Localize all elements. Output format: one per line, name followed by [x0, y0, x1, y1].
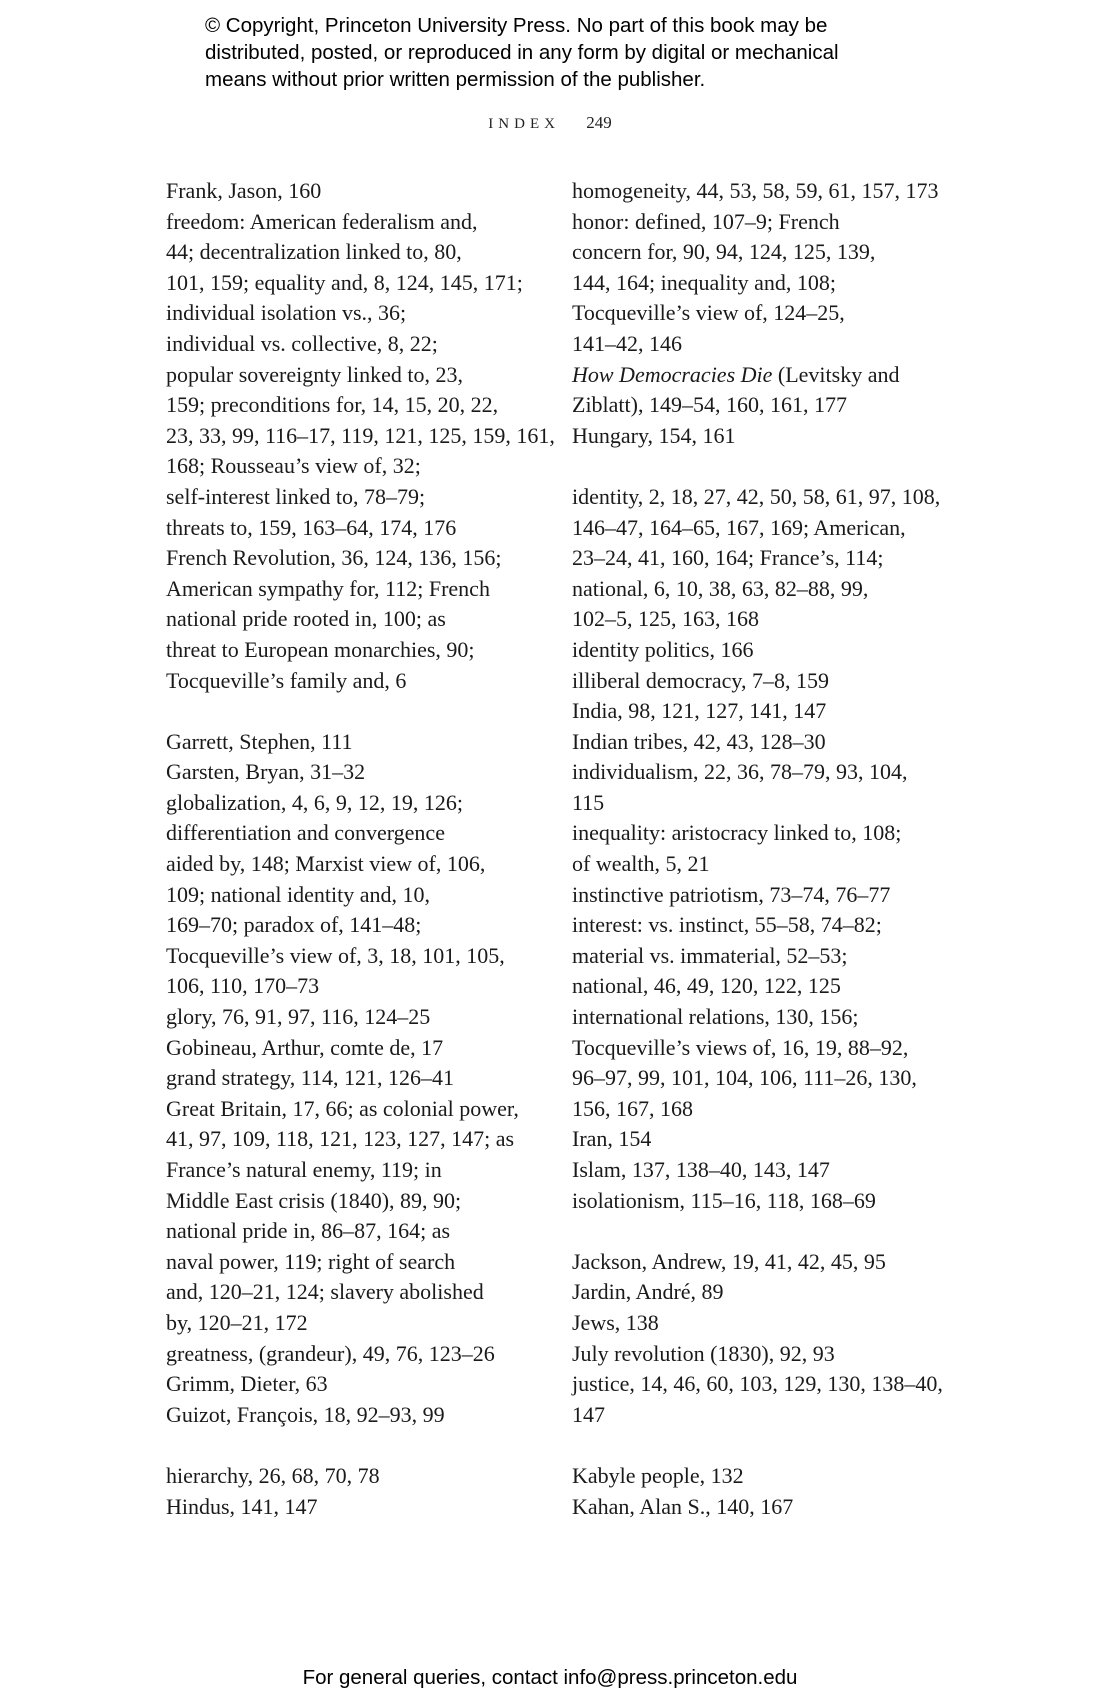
- letter-group-gap: [572, 1430, 982, 1461]
- index-entry-line: Garsten, Bryan, 31–32: [166, 759, 366, 785]
- index-entry-line: Grimm, Dieter, 63: [166, 1371, 328, 1397]
- index-entry: [166, 1339, 566, 1370]
- index-entry-line: naval power, 119; right of search: [166, 1248, 456, 1274]
- copyright-line: means without prior written permission of the publisher.: [205, 68, 706, 91]
- book-title: How Democracies Die: [572, 361, 773, 387]
- index-entry-line: instinctive patriotism, 73–74, 76–77: [572, 881, 891, 907]
- index-entry-line: Iran, 154: [572, 1126, 652, 1152]
- index-entry: [572, 207, 982, 360]
- index-entry-line: freedom: American federalism and,: [166, 208, 478, 234]
- index-entry-line: interest: vs. instinct, 55–58, 74–82;: [572, 912, 882, 938]
- index-entry-line: American sympathy for, 112; French: [166, 575, 490, 601]
- index-entry-line: aided by, 148; Marxist view of, 106,: [166, 851, 486, 877]
- index-entry: [572, 818, 982, 879]
- index-entry-line: 156, 167, 168: [572, 1095, 693, 1121]
- index-entry-line: justice, 14, 46, 60, 103, 129, 130, 138–40,: [572, 1371, 943, 1397]
- index-entry-line: Jews, 138: [572, 1309, 659, 1335]
- index-entry-line: threat to European monarchies, 90;: [166, 636, 475, 662]
- index-entry: [166, 1400, 566, 1431]
- index-entry-line: international relations, 130, 156;: [572, 1004, 859, 1030]
- index-entry: [572, 1186, 982, 1217]
- index-entry: [166, 1002, 566, 1033]
- index-entry-line: national, 6, 10, 38, 63, 82–88, 99,: [572, 575, 869, 601]
- index-entry: [572, 696, 982, 727]
- index-entry-line: Jardin, André, 89: [572, 1279, 724, 1305]
- index-entry-line: 109; national identity and, 10,: [166, 881, 430, 907]
- index-column-left: [166, 176, 566, 1522]
- running-head-label: INDEX: [488, 116, 560, 132]
- index-entry: [572, 360, 982, 421]
- index-entry-line: 169–70; paradox of, 141–48;: [166, 912, 422, 938]
- index-entry: [166, 727, 566, 758]
- index-entry-line: 41, 97, 109, 118, 121, 123, 127, 147; as: [166, 1126, 515, 1152]
- index-entry-line: Hindus, 141, 147: [166, 1493, 318, 1519]
- index-entry: [166, 788, 566, 1002]
- index-entry: [166, 176, 566, 207]
- index-entry-line: self-interest linked to, 78–79;: [166, 483, 426, 509]
- index-entry: [572, 1277, 982, 1308]
- index-entry: [572, 421, 982, 452]
- index-entry-line: 44; decentralization linked to, 80,: [166, 239, 462, 265]
- index-entry-line: How Democracies Die (Levitsky and: [572, 361, 900, 387]
- index-entry-line: identity, 2, 18, 27, 42, 50, 58, 61, 97, 108,: [572, 483, 941, 509]
- index-entry: [166, 1033, 566, 1064]
- index-entry: [166, 757, 566, 788]
- index-entry: [572, 1492, 982, 1523]
- index-entry-line: 144, 164; inequality and, 108;: [572, 269, 836, 295]
- index-entry-line: India, 98, 121, 127, 141, 147: [572, 698, 827, 724]
- index-entry: [572, 1369, 982, 1430]
- copyright-line: distributed, posted, or reproduced in any form by digital or mechanical: [205, 41, 839, 64]
- page-number: 249: [586, 113, 612, 132]
- index-entry-line: Hungary, 154, 161: [572, 422, 736, 448]
- index-entry-line: Tocqueville’s family and, 6: [166, 667, 407, 693]
- copyright-line: © Copyright, Princeton University Press. No part of this book may be: [205, 14, 828, 37]
- index-entry: [166, 1094, 566, 1339]
- index-entry-line: Kabyle people, 132: [572, 1462, 744, 1488]
- index-entry-line: by, 120–21, 172: [166, 1309, 308, 1335]
- index-entry-line: differentiation and convergence: [166, 820, 445, 846]
- index-entry-line: popular sovereignty linked to, 23,: [166, 361, 463, 387]
- letter-group-gap: [572, 1216, 982, 1247]
- index-entry: [572, 1124, 982, 1155]
- index-entry-line: threats to, 159, 163–64, 174, 176: [166, 514, 457, 540]
- index-entry-line: 168; Rousseau’s view of, 32;: [166, 453, 421, 479]
- index-entry: [166, 207, 566, 544]
- index-entry-line: Ziblatt), 149–54, 160, 161, 177: [572, 392, 847, 418]
- index-entry-line: 147: [572, 1401, 605, 1427]
- index-entry: [572, 482, 982, 635]
- index-entry-line: Frank, Jason, 160: [166, 178, 322, 203]
- index-entry: [572, 176, 982, 207]
- index-entry-line: national pride in, 86–87, 164; as: [166, 1218, 451, 1244]
- index-entry: [572, 635, 982, 666]
- index-entry-line: globalization, 4, 6, 9, 12, 19, 126;: [166, 789, 463, 815]
- index-entry-line: individual isolation vs., 36;: [166, 300, 407, 326]
- index-entry: [572, 1308, 982, 1339]
- index-entry-line: material vs. immaterial, 52–53;: [572, 942, 848, 968]
- index-entry: [572, 757, 982, 818]
- index-entry-line: and, 120–21, 124; slavery abolished: [166, 1279, 484, 1305]
- index-entry-line: Tocqueville’s views of, 16, 19, 88–92,: [572, 1034, 909, 1060]
- index-entry: [572, 1002, 982, 1124]
- index-entry-line: Indian tribes, 42, 43, 128–30: [572, 728, 826, 754]
- index-entry-line: 23–24, 41, 160, 164; France’s, 114;: [572, 545, 884, 571]
- index-entry-line: Tocqueville’s view of, 3, 18, 101, 105,: [166, 942, 505, 968]
- index-entry-line: Garrett, Stephen, 111: [166, 728, 353, 754]
- index-column-right: [572, 176, 982, 1522]
- index-entry: [572, 727, 982, 758]
- letter-group-gap: [166, 1430, 566, 1461]
- index-entry-line: 96–97, 99, 101, 104, 106, 111–26, 130,: [572, 1065, 917, 1091]
- index-entry-line: identity politics, 166: [572, 636, 754, 662]
- index-entry: [572, 910, 982, 1002]
- index-entry-line: France’s natural enemy, 119; in: [166, 1157, 442, 1182]
- footer-contact: For general queries, contact info@press.princeton.edu: [302, 1666, 798, 1689]
- index-entry-line: 102–5, 125, 163, 168: [572, 606, 759, 632]
- index-entry: [166, 1492, 566, 1523]
- index-entry-line: of wealth, 5, 21: [572, 851, 710, 877]
- index-entry-line: individual vs. collective, 8, 22;: [166, 330, 438, 356]
- index-entry-line: 23, 33, 99, 116–17, 119, 121, 125, 159, 161,: [166, 422, 555, 448]
- index-entry-line: concern for, 90, 94, 124, 125, 139,: [572, 239, 876, 265]
- index-entry-line: 146–47, 164–65, 167, 169; American,: [572, 514, 906, 540]
- index-entry-line: isolationism, 115–16, 118, 168–69: [572, 1187, 876, 1213]
- index-entry: [572, 1247, 982, 1278]
- index-entry-line: individualism, 22, 36, 78–79, 93, 104,: [572, 759, 908, 785]
- index-entry-line: Great Britain, 17, 66; as colonial power,: [166, 1095, 519, 1121]
- index-entry-line: hierarchy, 26, 68, 70, 78: [166, 1462, 380, 1488]
- copyright-notice: [205, 12, 965, 93]
- index-entry-line: Gobineau, Arthur, comte de, 17: [166, 1034, 444, 1060]
- index-entry: [166, 1063, 566, 1094]
- index-entry: [572, 1461, 982, 1492]
- index-entry-line: grand strategy, 114, 121, 126–41: [166, 1065, 454, 1091]
- index-entry-line: national, 46, 49, 120, 122, 125: [572, 973, 841, 999]
- index-entry: [166, 1369, 566, 1400]
- index-entry-line: 101, 159; equality and, 8, 124, 145, 171;: [166, 269, 523, 295]
- index-entry-line: Middle East crisis (1840), 89, 90;: [166, 1187, 462, 1213]
- index-entry-line: Guizot, François, 18, 92–93, 99: [166, 1401, 445, 1427]
- index-entry: [572, 880, 982, 911]
- index-entry-line: greatness, (grandeur), 49, 76, 123–26: [166, 1340, 495, 1366]
- index-entry-line: national pride rooted in, 100; as: [166, 606, 446, 632]
- index-entry: [166, 1461, 566, 1492]
- index-entry-line: inequality: aristocracy linked to, 108;: [572, 820, 902, 846]
- index-entry-line: 106, 110, 170–73: [166, 973, 320, 999]
- index-entry-line: 159; preconditions for, 14, 15, 20, 22,: [166, 392, 499, 418]
- index-entry-line: illiberal democracy, 7–8, 159: [572, 667, 829, 693]
- index-entry-line: Kahan, Alan S., 140, 167: [572, 1493, 794, 1519]
- index-entry-line: glory, 76, 91, 97, 116, 124–25: [166, 1004, 431, 1030]
- letter-group-gap: [572, 451, 982, 482]
- running-head: [0, 113, 1100, 133]
- index-entry: [572, 1339, 982, 1370]
- index-entry-line: French Revolution, 36, 124, 136, 156;: [166, 545, 502, 571]
- index-entry-line: July revolution (1830), 92, 93: [572, 1340, 835, 1366]
- index-entry: [572, 666, 982, 697]
- letter-group-gap: [166, 696, 566, 727]
- index-entry-line: Jackson, Andrew, 19, 41, 42, 45, 95: [572, 1248, 886, 1274]
- index-entry-line: Tocqueville’s view of, 124–25,: [572, 300, 845, 326]
- index-entry-line: homogeneity, 44, 53, 58, 59, 61, 157, 173: [572, 178, 939, 203]
- index-entry-line: honor: defined, 107–9; French: [572, 208, 840, 234]
- index-entry-line: Islam, 137, 138–40, 143, 147: [572, 1157, 830, 1182]
- index-entry-line: 115: [572, 789, 605, 815]
- index-entry: [572, 1155, 982, 1186]
- index-entry-line: 141–42, 146: [572, 330, 682, 356]
- index-entry: [166, 543, 566, 696]
